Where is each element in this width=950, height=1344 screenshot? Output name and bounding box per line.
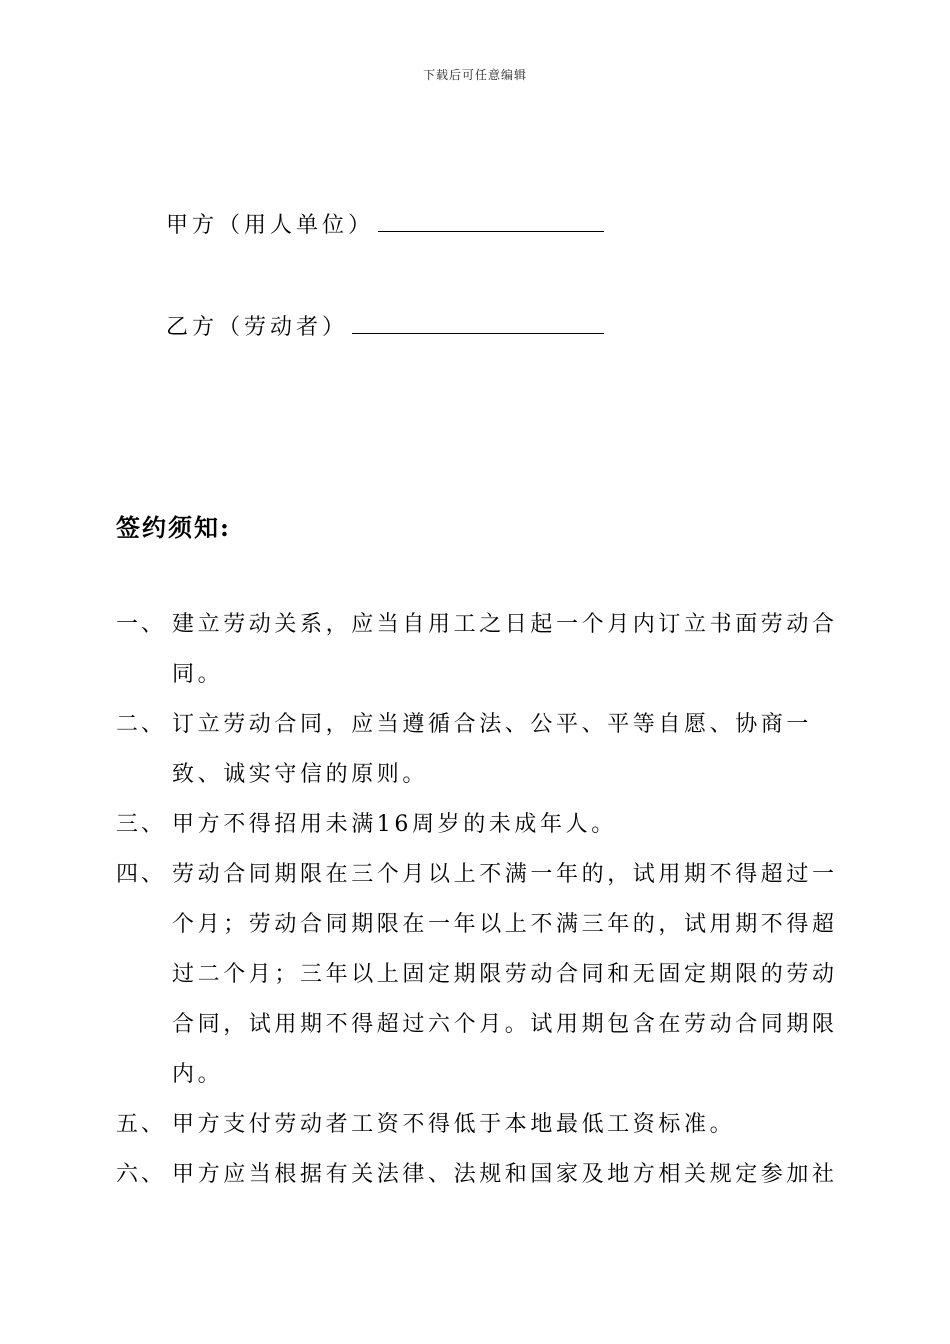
item-number: 三、 [116,812,167,837]
notice-item [116,1100,856,1150]
header-note: 下载后可任意编辑 [422,68,527,82]
item-text: 甲方支付劳动者工资不得低于本地最低工资标准。 [172,1112,736,1137]
notice-item [116,600,856,700]
item-number: 二、 [116,712,167,737]
notice-item [116,800,856,850]
notice-item [116,700,856,800]
notice-item [116,850,856,1100]
item-text: 甲方不得招用未满16周岁的未成年人。 [172,812,617,837]
item-text: 劳动合同期限在三个月以上不满一年的，试用期不得超过一个月；劳动合同期限在一年以上不满三年的，试用期不得超过二个月；三年以上固定期限劳动合同和无固定期限的劳动合同，试用期不得超过六个月。试用期包含在劳动合同期限内。 [172,862,838,1087]
item-number: 六、 [116,1162,167,1187]
party-b-blank [352,311,604,334]
party-b-line [166,310,604,341]
notice-title: 签约须知: [116,513,231,542]
party-a-label: 甲方（用人单位） [166,213,375,238]
party-b-label: 乙方（劳动者） [166,315,349,340]
party-a-line [166,208,604,239]
item-text: 订立劳动合同，应当遵循合法、公平、平等自愿、协商一致、诚实守信的原则。 [172,712,813,787]
party-a-blank [378,209,604,232]
notice-item [116,1150,856,1200]
item-text: 甲方应当根据有关法律、法规和国家及地方相关规定参加社 [172,1162,838,1187]
item-number: 五、 [116,1112,167,1137]
notice-list [116,600,856,1200]
item-number: 四、 [116,862,167,887]
item-number: 一、 [116,612,167,637]
item-text: 建立劳动关系，应当自用工之日起一个月内订立书面劳动合同。 [172,612,838,687]
